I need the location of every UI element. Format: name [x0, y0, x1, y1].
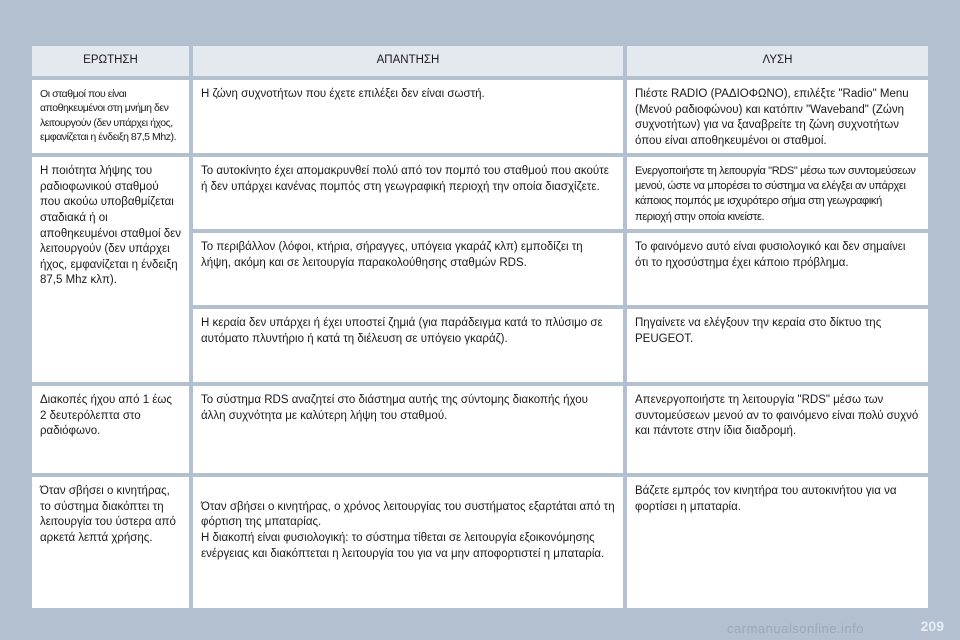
page-number: 209 [920, 618, 944, 634]
row-3-answer-text: Το σύστημα RDS αναζητεί στο διάστημα αυτής της σύντομης διακοπής ήχου άλλη συχνότητα με καλύτερη λήψη του σταθμού. [201, 394, 588, 422]
row-3-solution-cell [627, 386, 928, 473]
row-1-solution-text: Πιέστε RADIO (ΡΑΔΙΟΦΩΝΟ), επιλέξτε "Radio" Menu (Μενού ραδιοφώνου) και κατόπιν "Waveband" (Ζώνη συχνοτήτων) για να ξαναβρείτε τη ζώνη συχνοτήτων όπου είναι αποθηκευμένοι οι σταθμοί. [635, 88, 909, 147]
row-2c-solution-text: Πηγαίνετε να ελέγξουν την κεραία στο δίκτυο της PEUGEOT. [635, 317, 882, 345]
row-2b-answer-text: Το περιβάλλον (λόφοι, κτήρια, σήραγγες, υπόγεια γκαράζ κλπ) εμποδίζει τη λήψη, ακόμη και σε λειτουργία παρακολούθησης σταθμών RDS. [201, 241, 583, 269]
row-2a-answer-text: Το αυτοκίνητο έχει απομακρυνθεί πολύ από τον πομπό του σταθμού που ακούτε ή δεν υπάρχει κανένας πομπός στη γεωγραφική περιοχή την οποία διασχίζετε. [201, 165, 609, 193]
column-header-question [32, 46, 189, 76]
column-header-solution-label: ΛΥΣΗ [762, 54, 793, 67]
row-3-question-text: Διακοπές ήχου από 1 έως 2 δευτερόλεπτα στο ραδιόφωνο. [40, 394, 172, 438]
column-header-answer-label: ΑΠΑΝΤΗΣΗ [376, 54, 440, 67]
row-1-solution-cell [627, 80, 928, 153]
row-3-solution-text: Απενεργοποιήστε τη λειτουργία "RDS" μέσω των συντομεύσεων μενού αν το φαινόμενο είναι πολύ συχνό και πάντοτε στην ίδια διαδρομή. [635, 394, 919, 438]
row-4-question-text: Όταν σβήσει ο κινητήρας, το σύστημα διακόπτει τη λειτουργία του ύστερα από αρκετά λεπτά χρήσης. [40, 485, 176, 544]
row-1-question-text: Οι σταθμοί που είναι αποθηκευμένοι στη μνήμη δεν λειτουργούν (δεν υπάρχει ήχος, εμφανίζεται η ένδειξη 87,5 Mhz). [40, 88, 177, 144]
row-2c-solution-cell [627, 309, 928, 382]
row-2b-answer-cell [193, 233, 623, 305]
column-header-question-label: ΕΡΩΤΗΣΗ [83, 54, 138, 67]
row-2a-solution-text: Ενεργοποιήστε τη λειτουργία "RDS" μέσω των συντομεύσεων μενού, ώστε να μπορέσει το σύστημα να ελέγξει αν υπάρχει κάποιος πομπός με ισχυρότερο σήμα στη γεωγραφική περιοχή στην οποία κινείστε. [635, 165, 916, 223]
watermark: carmanualsonline.info [727, 621, 864, 636]
row-3-answer-cell [193, 386, 623, 473]
row-1-answer-cell [193, 80, 623, 153]
column-header-solution [627, 46, 928, 76]
row-2c-answer-text: Η κεραία δεν υπάρχει ή έχει υποστεί ζημιά (για παράδειγμα κατά το πλύσιμο σε αυτόματο πλυντήριο ή κατά τη διέλευση σε υπόγειο γκαράζ). [201, 317, 603, 345]
row-4-question-cell [32, 477, 189, 608]
row-2a-solution-cell [627, 157, 928, 229]
row-4-answer-text: Όταν σβήσει ο κινητήρας, ο χρόνος λειτουργίας του συστήματος εξαρτάται από τη φόρτιση της μπαταρίας. Η διακοπή είναι φυσιολογική: το σύστημα τίθεται σε λειτουργία εξοικονόμησης ενέργειας και διακόπτεται η λειτουργία του για να μην αποφορτιστεί η μπαταρία. [201, 500, 615, 560]
row-1-answer-text: Η ζώνη συχνοτήτων που έχετε επιλέξει δεν είναι σωστή. [201, 88, 485, 100]
row-2c-answer-cell [193, 309, 623, 382]
row-4-solution-text: Βάζετε εμπρός τον κινητήρα του αυτοκινήτου για να φορτίσει η μπαταρία. [635, 485, 897, 513]
row-2-question-text: Η ποιότητα λήψης του ραδιοφωνικού σταθμού που ακούω υποβαθμίζεται σταδιακά ή οι αποθηκευμένοι σταθμοί δεν λειτουργούν (δεν υπάρχει ήχος, εμφανίζεται η ένδειξη 87,5 Mhz κλπ). [40, 165, 181, 287]
row-4-solution-cell [627, 477, 928, 608]
row-2b-solution-cell [627, 233, 928, 305]
row-4-answer-cell [193, 477, 623, 608]
row-2b-solution-text: Το φαινόμενο αυτό είναι φυσιολογικό και δεν σημαίνει ότι το ηχοσύστημα έχει κάποιο πρόβλημα. [635, 241, 906, 269]
column-header-answer [193, 46, 623, 76]
row-2-question-cell [32, 157, 189, 382]
row-3-question-cell [32, 386, 189, 473]
row-2a-answer-cell [193, 157, 623, 229]
row-1-question-cell [32, 80, 189, 153]
